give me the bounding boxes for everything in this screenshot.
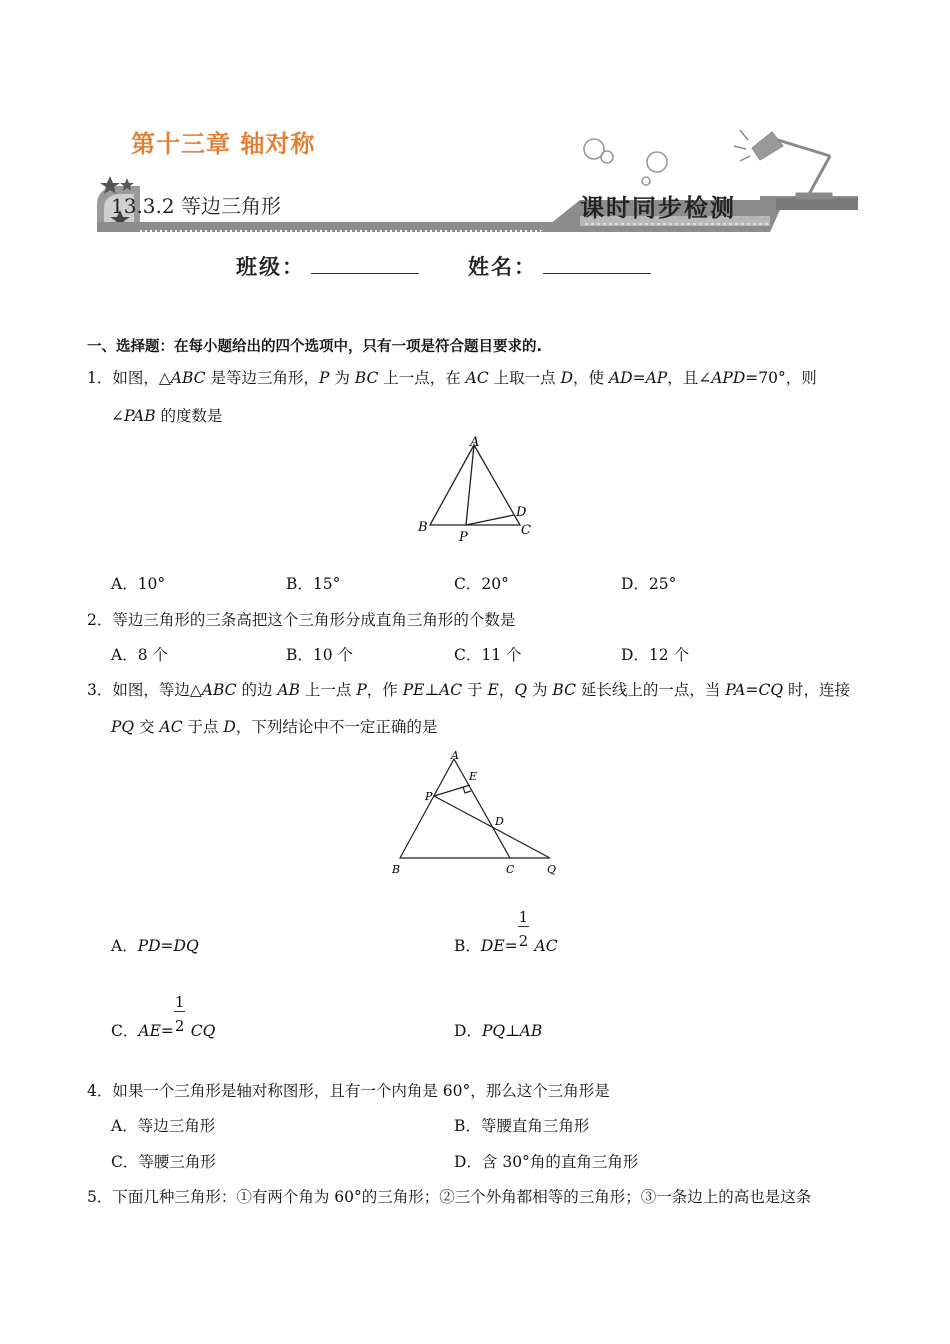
q1-option-a[interactable]: A．10°: [111, 575, 166, 593]
part1-heading: 一、选择题：在每小题给出的四个选项中，只有一项是符合题目要求的.: [87, 339, 543, 355]
q2-option-b[interactable]: B．10 个: [286, 646, 354, 664]
class-field: [236, 251, 419, 281]
sync-check-label: 课时同步检测: [580, 193, 736, 222]
name-field: [468, 251, 651, 281]
q1-option-b[interactable]: B．15°: [286, 575, 341, 593]
q2-option-d[interactable]: D．12 个: [621, 646, 690, 664]
class-label: 班级：: [236, 254, 305, 279]
q3-figure: [380, 745, 565, 880]
q3-option-c-fraction: $\frac{1}{2}$: [174, 993, 185, 1035]
q1-figure: [410, 430, 540, 545]
q3-label-e: E: [469, 770, 478, 783]
q4-option-d[interactable]: D．含 30°角的直角三角形: [454, 1153, 639, 1171]
q3-label-q: Q: [547, 863, 557, 876]
name-label: 姓名：: [468, 254, 537, 279]
q2-stem: 2．等边三角形的三条高把这个三角形分成直角三角形的个数是: [87, 611, 516, 629]
q1-line2: ∠PAB 的度数是: [111, 407, 223, 425]
q1-label-d: D: [516, 505, 527, 520]
q3-label-p: P: [425, 790, 433, 803]
q1-label-c: C: [521, 523, 531, 538]
q3-line2: PQ 交 AC 于点 D，下列结论中不一定正确的是: [111, 718, 438, 736]
q2-option-a[interactable]: A．8 个: [111, 646, 168, 664]
q3-label-b: B: [392, 863, 401, 876]
q3-label-c: C: [506, 863, 515, 876]
q1-line1: 1．如图，△ABC 是等边三角形，P 为 BC 上一点，在 AC 上取一点 D，使 AD=AP，且∠APD=70°，则: [87, 369, 817, 387]
q1-option-c[interactable]: C．20°: [454, 575, 509, 593]
q3-option-d[interactable]: D．PQ⊥AB: [454, 1022, 543, 1040]
name-blank[interactable]: [543, 255, 651, 274]
q1-label-p: P: [459, 530, 468, 545]
q1-label-a: A: [470, 435, 480, 450]
q4-option-c[interactable]: C．等腰三角形: [111, 1153, 216, 1171]
q1-label-b: B: [418, 520, 428, 535]
q3-option-a[interactable]: A．PD=DQ: [111, 937, 199, 955]
chapter-title: 第十三章 轴对称: [131, 130, 316, 158]
q4-option-a[interactable]: A．等边三角形: [111, 1117, 216, 1135]
q4-stem: 4．如果一个三角形是轴对称图形，且有一个内角是 60°，那么这个三角形是: [87, 1082, 610, 1100]
q5-stem: 5．下面几种三角形：①有两个角为 60°的三角形；②三个外角都相等的三角形；③一条边上的高也是这条: [87, 1188, 812, 1206]
q3-label-d: D: [495, 815, 504, 828]
section-title: 13.3.2 等边三角形: [111, 194, 281, 218]
q3-option-c[interactable]: C．AE= $\frac{1}{2}$ CQ: [111, 1020, 215, 1043]
desk-lamp-icon: [734, 130, 832, 199]
q3-line1: 3．如图，等边△ABC 的边 AB 上一点 P，作 PE⊥AC 于 E，Q 为 BC 延长线上的一点，当 PA=CQ 时，连接: [87, 681, 850, 699]
q4-option-b[interactable]: B．等腰直角三角形: [454, 1117, 590, 1135]
q2-option-c[interactable]: C．11 个: [454, 646, 522, 664]
q1-option-d[interactable]: D．25°: [621, 575, 677, 593]
q3-option-b[interactable]: B．DE= $\frac{1}{2}$ AC: [454, 935, 558, 958]
q3-option-b-fraction: $\frac{1}{2}$: [518, 908, 529, 950]
bubbles-icon: [584, 139, 667, 185]
q3-label-a: A: [451, 749, 459, 762]
class-blank[interactable]: [311, 255, 419, 274]
